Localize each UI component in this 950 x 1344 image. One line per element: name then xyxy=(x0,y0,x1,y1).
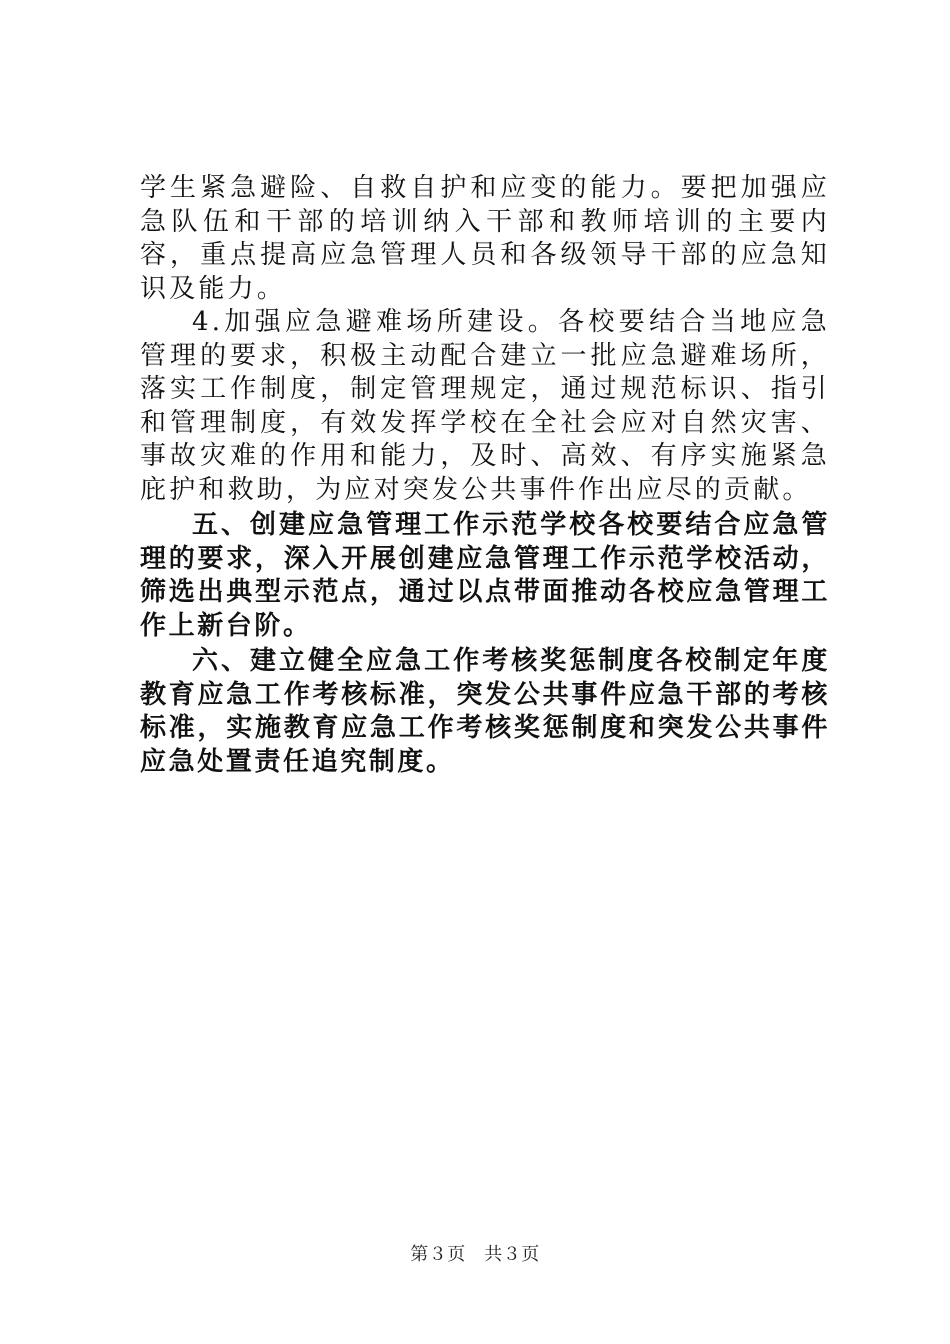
paragraph-continuation: 学生紧急避险、自救自护和应变的能力。要把加强应急队伍和干部的培训纳入干部和教师培训的主要内容，重点提高应急管理人员和各级领导干部的应急知识及能力。 xyxy=(140,173,830,304)
paragraph-section-5: 五、创建应急管理工作示范学校各校要结合应急管理的要求，深入开展创建应急管理工作示范学校活动，筛选出典型示范点，通过以点带面推动各校应急管理工作上新台阶。 xyxy=(140,510,830,641)
paragraph-section-6: 六、建立健全应急工作考核奖惩制度各校制定年度教育应急工作考核标准，突发公共事件应急干部的考核标准，实施教育应急工作考核奖惩制度和突发公共事件应急处置责任追究制度。 xyxy=(140,646,830,777)
page-number-footer: 第３页 共３页 xyxy=(410,1244,540,1265)
paragraph-item-4: 4.加强应急避难场所建设。各校要结合当地应急管理的要求，积极主动配合建立一批应急避难场所，落实工作制度，制定管理规定，通过规范标识、指引和管理制度，有效发挥学校在全社会应对自然灾害、事故灾难的作用和能力，及时、高效、有序实施紧急庇护和救助，为应对突发公共事件作出应尽的贡献。 xyxy=(140,307,830,505)
document-body xyxy=(140,172,830,779)
